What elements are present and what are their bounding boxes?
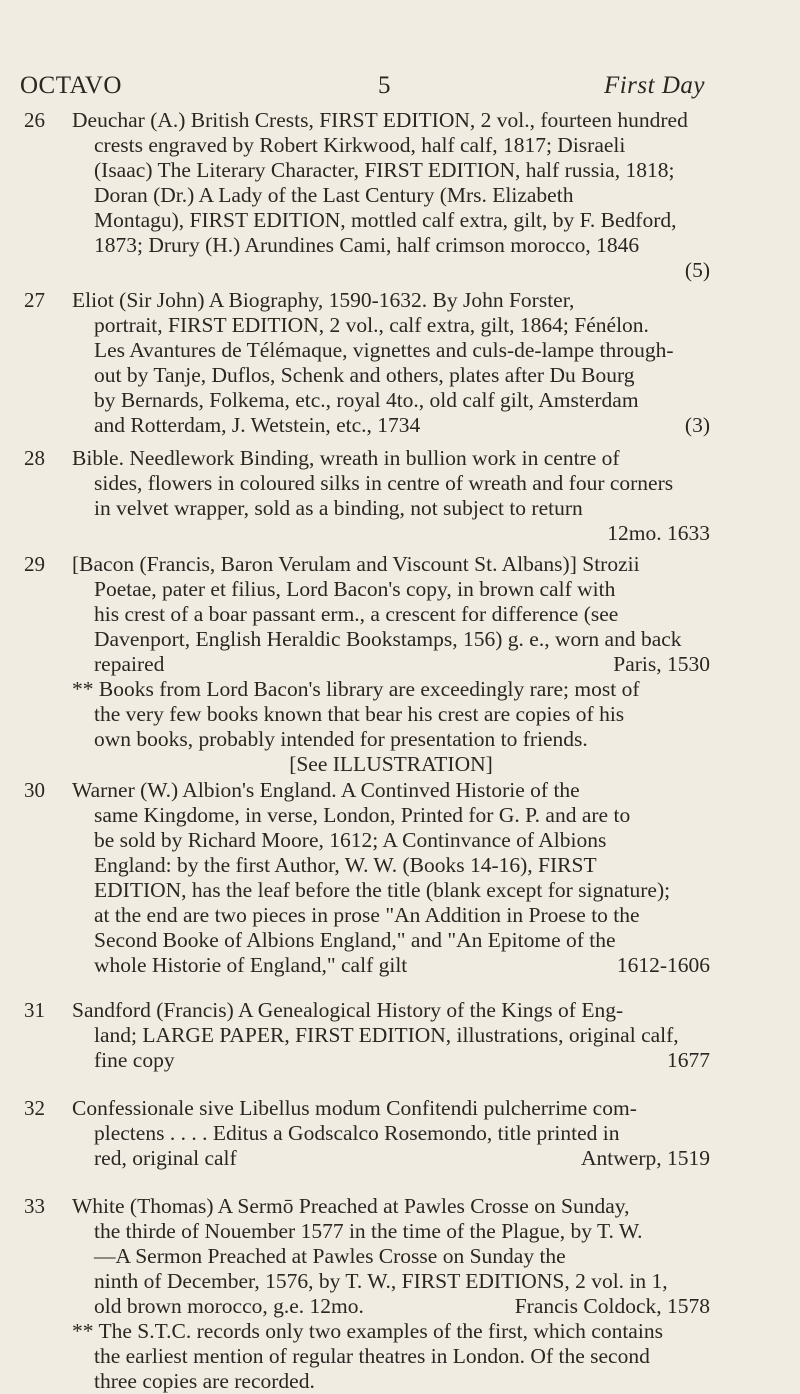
lot-line: sides, flowers in coloured silks in centre of wreath and four corners <box>94 471 674 495</box>
lot-description <box>72 1194 710 1394</box>
lot-date: 1612-1606 <box>616 953 710 977</box>
lot-line: [Bacon (Francis, Baron Verulam and Viscount St. Albans)] Strozii <box>72 552 640 576</box>
lot-line: be sold by Richard Moore, 1612; A Continvance of Albions <box>94 828 607 852</box>
lot-line: Doran (Dr.) A Lady of the Last Century (Mrs. Elizabeth <box>94 183 574 207</box>
lot-line: plectens . . . . Editus a Godscalco Rosemondo, title printed in <box>94 1121 620 1145</box>
lot-line: Davenport, English Heraldic Bookstamps, 156) g. e., worn and back <box>94 627 682 651</box>
lot-imprint: Paris, 1530 <box>613 652 710 676</box>
lot-line: portrait, FIRST EDITION, 2 vol., calf extra, gilt, 1864; Fénélon. <box>94 313 649 337</box>
lot-number: 28 <box>24 446 45 470</box>
lot-imprint: Antwerp, 1519 <box>581 1146 710 1170</box>
lot-line: Second Booke of Albions England," and "An Epitome of the <box>94 928 616 952</box>
lot-note-line: ** Books from Lord Bacon's library are exceedingly rare; most of <box>72 677 640 701</box>
lot-line: Bible. Needlework Binding, wreath in bullion work in centre of <box>72 446 620 470</box>
lot-line: fine copy <box>94 1048 175 1072</box>
lot-line: whole Historie of England," calf gilt <box>94 953 408 977</box>
lot-number: 33 <box>24 1194 45 1218</box>
lot-number: 27 <box>24 288 45 312</box>
lot-last-line <box>72 1294 710 1319</box>
lot-line: red, original calf <box>94 1146 237 1170</box>
lot-last-line <box>72 1048 710 1073</box>
lot-last-line <box>72 953 710 978</box>
lot-description <box>72 1096 710 1171</box>
lot-description <box>72 446 710 546</box>
lot-line: Deuchar (A.) British Crests, FIRST EDITION, 2 vol., fourteen hundred <box>72 108 688 132</box>
lot-line: his crest of a boar passant erm., a crescent for difference (see <box>94 602 619 626</box>
header-format: OCTAVO <box>20 72 122 99</box>
lot-format-date: 12mo. 1633 <box>607 521 710 545</box>
lot-line: Montagu), FIRST EDITION, mottled calf extra, gilt, by F. Bedford, <box>94 208 677 232</box>
lot-line: Poetae, pater et filius, Lord Bacon's copy, in brown calf with <box>94 577 616 601</box>
lot-number: 26 <box>24 108 45 132</box>
running-header <box>20 72 705 108</box>
lot-line: repaired <box>94 652 165 676</box>
lot-line: old brown morocco, g.e. 12mo. <box>94 1294 364 1318</box>
lot-line: by Bernards, Folkema, etc., royal 4to., old calf gilt, Amsterdam <box>94 388 639 412</box>
lot-line: —A Sermon Preached at Pawles Crosse on Sunday the <box>94 1244 566 1268</box>
lot-line: crests engraved by Robert Kirkwood, half calf, 1817; Disraeli <box>94 133 626 157</box>
lot-line: Sandford (Francis) A Genealogical History of the Kings of Eng- <box>72 998 624 1022</box>
lot-line: at the end are two pieces in prose "An Addition in Proese to the <box>94 903 640 927</box>
lot-line: and Rotterdam, J. Wetstein, etc., 1734 <box>94 413 421 437</box>
lot-line: same Kingdome, in verse, London, Printed for G. P. and are to <box>94 803 631 827</box>
lot-line: Confessionale sive Libellus modum Confitendi pulcherrime com- <box>72 1096 637 1120</box>
lot-line: out by Tanje, Duflos, Schenk and others, plates after Du Bourg <box>94 363 635 387</box>
lot-line: Warner (W.) Albion's England. A Continved Historie of the <box>72 778 580 802</box>
lot-last-line <box>72 652 710 677</box>
lot-note-line: the earliest mention of regular theatres in London. Of the second <box>94 1344 650 1368</box>
lot-line: Les Avantures de Télémaque, vignettes and culs-de-lampe through- <box>94 338 674 362</box>
lot-line: the thirde of Nouember 1577 in the time of the Plague, by T. W. <box>94 1219 643 1243</box>
lot-number: 32 <box>24 1096 45 1120</box>
lot-description <box>72 108 710 283</box>
lot-description <box>72 998 710 1073</box>
lot-line: EDITION, has the leaf before the title (blank except for signature); <box>94 878 671 902</box>
lot-imprint: Francis Coldock, 1578 <box>514 1294 710 1318</box>
lot-note-line: own books, probably intended for presentation to friends. <box>94 727 588 751</box>
lot-date: 1677 <box>667 1048 710 1072</box>
lot-number: 31 <box>24 998 45 1022</box>
lot-line: (Isaac) The Literary Character, FIRST EDITION, half russia, 1818; <box>94 158 675 182</box>
lot-description <box>72 552 710 777</box>
lot-line: Eliot (Sir John) A Biography, 1590-1632. By John Forster, <box>72 288 575 312</box>
lot-line: in velvet wrapper, sold as a binding, not subject to return <box>94 496 583 520</box>
lot-note-line: ** The S.T.C. records only two examples of the first, which contains <box>72 1319 663 1343</box>
lot-description <box>72 778 710 978</box>
page-number: 5 <box>378 72 391 99</box>
lot-note-line: the very few books known that bear his crest are copies of his <box>94 702 625 726</box>
lot-note-line: three copies are recorded. <box>94 1369 315 1393</box>
lot-line: land; LARGE PAPER, FIRST EDITION, illustrations, original calf, <box>94 1023 679 1047</box>
header-day: First Day <box>603 72 705 99</box>
lot-last-line <box>72 1146 710 1171</box>
lot-number: 29 <box>24 552 45 576</box>
lot-number: 30 <box>24 778 45 802</box>
lot-line: 1873; Drury (H.) Arundines Cami, half crimson morocco, 1846 <box>94 233 640 257</box>
lot-line: ninth of December, 1576, by T. W., FIRST EDITIONS, 2 vol. in 1, <box>94 1269 668 1293</box>
lot-line: White (Thomas) A Sermō Preached at Pawles Crosse on Sunday, <box>72 1194 630 1218</box>
illustration-reference: [See ILLUSTRATION] <box>289 752 493 776</box>
lot-quantity: (3) <box>684 413 710 437</box>
lot-description <box>72 288 710 438</box>
lot-quantity: (5) <box>684 258 710 282</box>
lot-last-line <box>72 413 710 438</box>
lot-line: England: by the first Author, W. W. (Books 14-16), FIRST <box>94 853 597 877</box>
